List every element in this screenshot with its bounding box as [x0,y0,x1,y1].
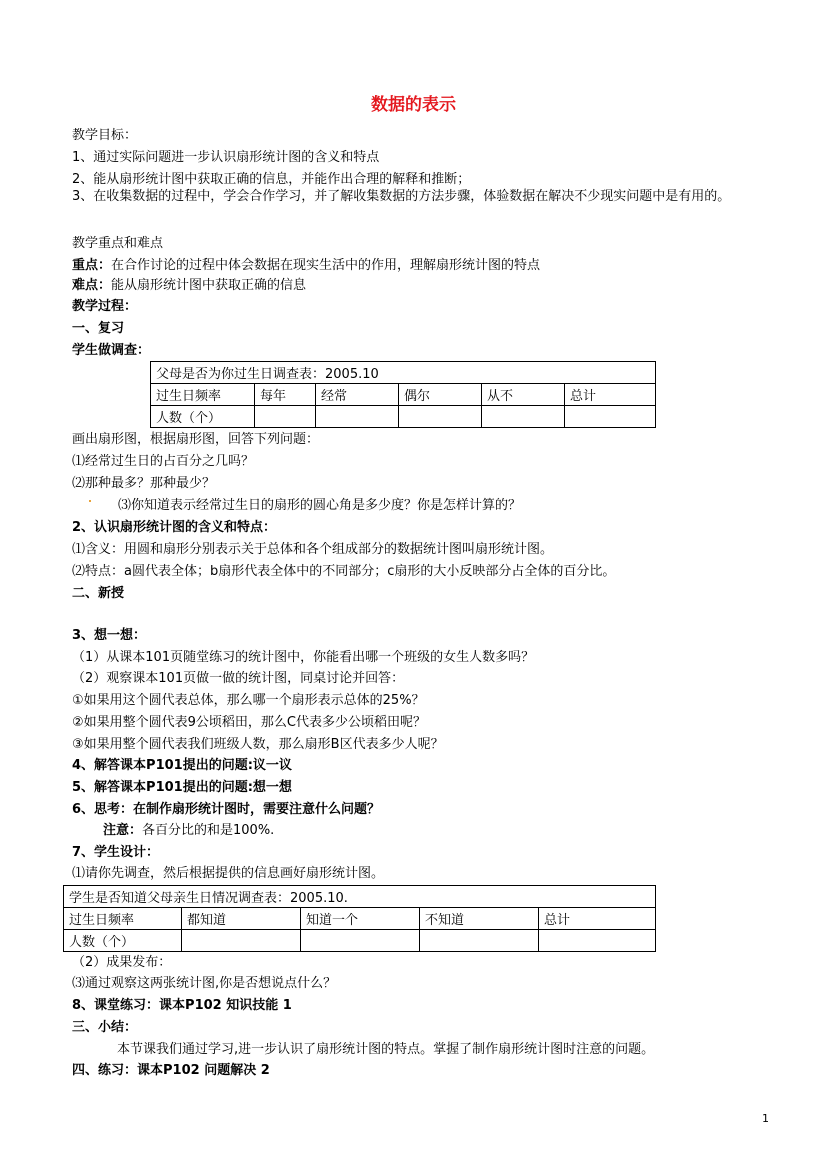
table1-cell [399,406,482,428]
new-heading: 二、新授 [72,586,125,601]
table1-cell [565,406,656,428]
think-item-4: ②如果用整个圆代表9公顷稻田，那么C代表多少公顷稻田呢？ [72,715,427,730]
review-heading: 一、复习 [72,321,125,336]
item-4: 4、解答课本P101提出的问题:议一议 [72,758,292,773]
process-heading: 教学过程： [72,299,138,314]
table1-header: 每年 [255,384,316,406]
think-item-2: （2）观察课本101页做一做的统计图，同桌讨论并回答： [72,671,405,686]
key-text: 在合作讨论的过程中体会数据在现实生活中的作用，理解扇形统计图的特点 [111,258,541,273]
difficulty-label: 难点： [72,278,112,293]
table2-cell [182,930,301,952]
table1-header: 偶尔 [399,384,482,406]
note-label: 注意： [103,823,143,838]
table1-header: 过生日频率 [151,384,255,406]
table2-header: 都知道 [182,908,301,930]
table1-cell [482,406,565,428]
table2-cell [301,930,420,952]
table1-row-label: 人数（个） [151,406,255,428]
draw-instruction: 画出扇形图，根据扇形图，回答下列问题： [72,432,320,447]
item-6: 6、思考：在制作扇形统计图时，需要注意什么问题？ [72,802,381,817]
table2-header: 知道一个 [301,908,420,930]
table1-header: 从不 [482,384,565,406]
think-item-3: ①如果用这个圆代表总体，那么哪一个扇形表示总体的25%？ [72,693,425,708]
observe-text: ⑶通过观察这两张统计图,你是否想说点什么？ [72,976,337,991]
decorative-dot [89,500,91,502]
table2-cell [539,930,656,952]
results-text: （2）成果发布： [72,955,172,970]
table1-caption: 父母是否为你过生日调查表：2005.10 [151,362,656,384]
table2-header: 不知道 [420,908,539,930]
design-instruction: ⑴请你先调查，然后根据提供的信息画好扇形统计图。 [72,866,385,881]
difficulty-text: 能从扇形统计图中获取正确的信息 [111,278,307,293]
survey-heading: 学生做调查： [72,343,151,358]
objective-3: 3、在收集数据的过程中，学会合作学习，并了解收集数据的方法步骤，体验数据在解决不少现实问题中是有用的。 [72,189,731,204]
item-7: 7、学生设计： [72,845,160,860]
key-point [72,256,540,275]
table2-header: 总计 [539,908,656,930]
table1-header: 总计 [565,384,656,406]
think-item-5: ③如果用整个圆代表我们班级人数，那么扇形B区代表多少人呢？ [72,737,444,752]
section2-heading: 2、认识扇形统计图的含义和特点： [72,520,277,535]
page-title: 数据的表示 [371,95,456,115]
parent-birthday-table [63,885,656,952]
table2-header: 过生日频率 [64,908,182,930]
table1-cell [316,406,399,428]
key-heading: 教学重点和难点 [72,236,164,251]
difficulty-point [72,276,306,295]
features-text: ⑵特点：a圆代表全体；b扇形代表全体中的不同部分；c扇形的大小反映部分占全体的百分比。 [72,564,616,579]
meaning-text: ⑴含义：用圆和扇形分别表示关于总体和各个组成部分的数据统计图叫扇形统计图。 [72,542,554,557]
objective-1: 1、通过实际问题进一步认识扇形统计图的含义和特点 [72,150,380,165]
page-number: 1 [762,1112,769,1125]
think-item-1: （1）从课本101页随堂练习的统计图中，你能看出哪一个班级的女生人数多吗？ [72,650,535,665]
table1-cell [255,406,316,428]
table1-header: 经常 [316,384,399,406]
table2-cell [420,930,539,952]
objectives-heading: 教学目标： [72,128,138,143]
key-label: 重点： [72,258,112,273]
note [103,821,274,840]
summary-heading: 三、小结： [72,1020,138,1035]
table2-row-label: 人数（个） [64,930,182,952]
review-question-1: ⑴经常过生日的占百分之几吗？ [72,454,255,469]
exercise-text: 四、练习：课本P102 问题解决 2 [72,1063,270,1078]
note-text: 各百分比的和是100%. [142,823,275,838]
item-5: 5、解答课本P101提出的问题:想一想 [72,780,292,795]
table2-caption: 学生是否知道父母亲生日情况调查表：2005.10. [64,886,656,908]
review-question-3: ⑶你知道表示经常过生日的扇形的圆心角是多少度？你是怎样计算的？ [118,498,522,513]
think-heading: 3、想一想： [72,628,147,643]
objective-2: 2、能从扇形统计图中获取正确的信息，并能作出合理的解释和推断； [72,172,471,187]
item-8: 8、课堂练习：课本P102 知识技能 1 [72,998,292,1013]
summary-text: 本节课我们通过学习,进一步认识了扇形统计图的特点。掌握了制作扇形统计图时注意的问题。 [117,1042,655,1057]
review-question-2: ⑵那种最多？那种最少？ [72,476,216,491]
birthday-survey-table [150,361,656,428]
